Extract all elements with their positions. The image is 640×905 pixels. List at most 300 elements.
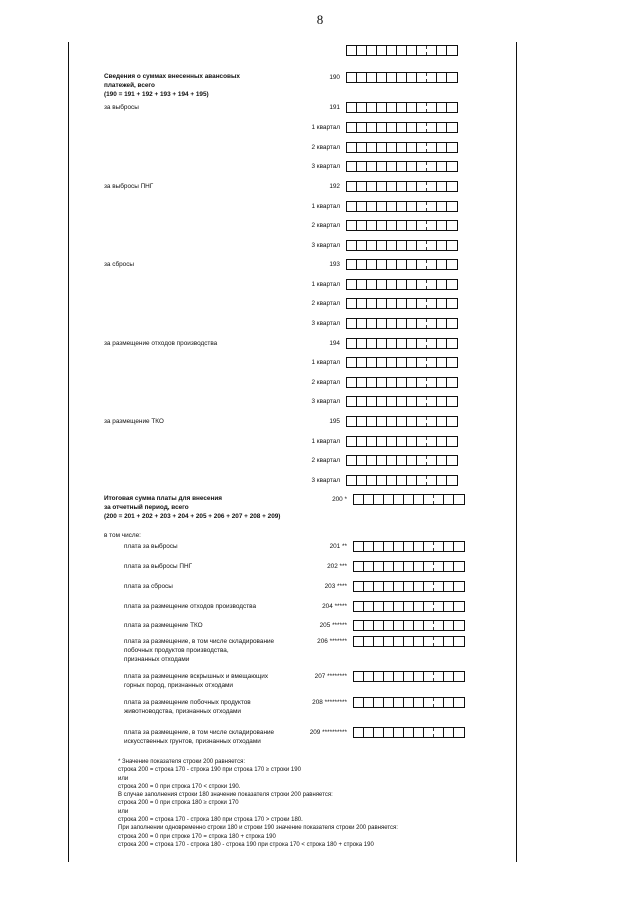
amount-input-cells[interactable]: [346, 396, 458, 407]
digit-cell[interactable]: [444, 602, 454, 611]
digit-cell[interactable]: [377, 46, 387, 55]
digit-cell[interactable]: [347, 46, 357, 55]
amount-input-cells[interactable]: [353, 697, 465, 708]
digit-cell[interactable]: [407, 437, 417, 446]
digit-cell[interactable]: [407, 299, 417, 308]
digit-cell[interactable]: [447, 73, 457, 82]
digit-cell[interactable]: [424, 672, 434, 681]
digit-cell[interactable]: [374, 562, 384, 571]
digit-cell[interactable]: [397, 123, 407, 132]
amount-input-cells[interactable]: [346, 416, 458, 427]
digit-cell[interactable]: [397, 182, 407, 191]
amount-input-cells[interactable]: [346, 377, 458, 388]
digit-cell[interactable]: [374, 672, 384, 681]
digit-cell[interactable]: [384, 582, 394, 591]
amount-input-cells[interactable]: [353, 727, 465, 738]
digit-cell[interactable]: [437, 417, 447, 426]
digit-cell[interactable]: [414, 495, 424, 504]
digit-cell[interactable]: [424, 602, 434, 611]
digit-cell[interactable]: [384, 542, 394, 551]
digit-cell[interactable]: [397, 103, 407, 112]
amount-input-cells[interactable]: [346, 161, 458, 172]
digit-cell[interactable]: [364, 602, 374, 611]
digit-cell[interactable]: [357, 456, 367, 465]
digit-cell[interactable]: [424, 637, 434, 646]
digit-cell[interactable]: [454, 602, 464, 611]
digit-cell[interactable]: [444, 728, 454, 737]
digit-cell[interactable]: [424, 728, 434, 737]
digit-cell[interactable]: [427, 339, 437, 348]
digit-cell[interactable]: [357, 339, 367, 348]
digit-cell[interactable]: [357, 260, 367, 269]
digit-cell[interactable]: [434, 582, 444, 591]
amount-input-cells[interactable]: [353, 671, 465, 682]
amount-input-cells[interactable]: [346, 338, 458, 349]
digit-cell[interactable]: [417, 378, 427, 387]
digit-cell[interactable]: [447, 397, 457, 406]
digit-cell[interactable]: [367, 378, 377, 387]
digit-cell[interactable]: [437, 299, 447, 308]
digit-cell[interactable]: [407, 456, 417, 465]
digit-cell[interactable]: [437, 437, 447, 446]
digit-cell[interactable]: [447, 299, 457, 308]
amount-input-cells[interactable]: [346, 122, 458, 133]
digit-cell[interactable]: [427, 221, 437, 230]
amount-input-cells[interactable]: [346, 455, 458, 466]
digit-cell[interactable]: [397, 358, 407, 367]
digit-cell[interactable]: [347, 437, 357, 446]
digit-cell[interactable]: [417, 260, 427, 269]
digit-cell[interactable]: [427, 143, 437, 152]
digit-cell[interactable]: [397, 476, 407, 485]
digit-cell[interactable]: [454, 495, 464, 504]
digit-cell[interactable]: [397, 221, 407, 230]
digit-cell[interactable]: [384, 621, 394, 630]
digit-cell[interactable]: [377, 123, 387, 132]
digit-cell[interactable]: [367, 437, 377, 446]
digit-cell[interactable]: [394, 495, 404, 504]
digit-cell[interactable]: [407, 123, 417, 132]
digit-cell[interactable]: [424, 495, 434, 504]
digit-cell[interactable]: [417, 46, 427, 55]
digit-cell[interactable]: [354, 495, 364, 504]
digit-cell[interactable]: [417, 103, 427, 112]
digit-cell[interactable]: [354, 621, 364, 630]
digit-cell[interactable]: [354, 562, 364, 571]
digit-cell[interactable]: [414, 637, 424, 646]
digit-cell[interactable]: [357, 182, 367, 191]
digit-cell[interactable]: [397, 417, 407, 426]
digit-cell[interactable]: [447, 358, 457, 367]
digit-cell[interactable]: [444, 562, 454, 571]
digit-cell[interactable]: [447, 456, 457, 465]
digit-cell[interactable]: [407, 162, 417, 171]
digit-cell[interactable]: [347, 182, 357, 191]
amount-input-cells[interactable]: [346, 357, 458, 368]
digit-cell[interactable]: [364, 495, 374, 504]
digit-cell[interactable]: [394, 728, 404, 737]
digit-cell[interactable]: [367, 241, 377, 250]
digit-cell[interactable]: [367, 73, 377, 82]
digit-cell[interactable]: [447, 476, 457, 485]
digit-cell[interactable]: [404, 602, 414, 611]
amount-input-cells[interactable]: [346, 298, 458, 309]
digit-cell[interactable]: [437, 476, 447, 485]
digit-cell[interactable]: [397, 319, 407, 328]
digit-cell[interactable]: [394, 582, 404, 591]
digit-cell[interactable]: [447, 260, 457, 269]
digit-cell[interactable]: [404, 621, 414, 630]
digit-cell[interactable]: [384, 672, 394, 681]
digit-cell[interactable]: [414, 728, 424, 737]
digit-cell[interactable]: [377, 103, 387, 112]
amount-input-cells[interactable]: [346, 240, 458, 251]
digit-cell[interactable]: [424, 621, 434, 630]
digit-cell[interactable]: [377, 299, 387, 308]
digit-cell[interactable]: [454, 698, 464, 707]
digit-cell[interactable]: [404, 637, 414, 646]
digit-cell[interactable]: [377, 417, 387, 426]
digit-cell[interactable]: [444, 582, 454, 591]
digit-cell[interactable]: [404, 698, 414, 707]
digit-cell[interactable]: [394, 672, 404, 681]
digit-cell[interactable]: [447, 319, 457, 328]
digit-cell[interactable]: [427, 456, 437, 465]
digit-cell[interactable]: [364, 672, 374, 681]
digit-cell[interactable]: [437, 46, 447, 55]
digit-cell[interactable]: [367, 221, 377, 230]
digit-cell[interactable]: [447, 339, 457, 348]
digit-cell[interactable]: [357, 358, 367, 367]
digit-cell[interactable]: [367, 476, 377, 485]
digit-cell[interactable]: [407, 221, 417, 230]
digit-cell[interactable]: [394, 562, 404, 571]
digit-cell[interactable]: [387, 182, 397, 191]
digit-cell[interactable]: [357, 378, 367, 387]
digit-cell[interactable]: [364, 621, 374, 630]
digit-cell[interactable]: [387, 456, 397, 465]
digit-cell[interactable]: [407, 73, 417, 82]
digit-cell[interactable]: [364, 542, 374, 551]
digit-cell[interactable]: [377, 319, 387, 328]
digit-cell[interactable]: [367, 397, 377, 406]
digit-cell[interactable]: [394, 542, 404, 551]
digit-cell[interactable]: [417, 339, 427, 348]
digit-cell[interactable]: [347, 143, 357, 152]
digit-cell[interactable]: [347, 221, 357, 230]
digit-cell[interactable]: [387, 358, 397, 367]
digit-cell[interactable]: [357, 397, 367, 406]
amount-input-cells[interactable]: [346, 201, 458, 212]
digit-cell[interactable]: [437, 319, 447, 328]
digit-cell[interactable]: [364, 728, 374, 737]
digit-cell[interactable]: [367, 103, 377, 112]
digit-cell[interactable]: [397, 456, 407, 465]
digit-cell[interactable]: [347, 476, 357, 485]
digit-cell[interactable]: [404, 542, 414, 551]
digit-cell[interactable]: [427, 378, 437, 387]
digit-cell[interactable]: [437, 202, 447, 211]
digit-cell[interactable]: [394, 621, 404, 630]
digit-cell[interactable]: [434, 698, 444, 707]
digit-cell[interactable]: [437, 182, 447, 191]
digit-cell[interactable]: [357, 437, 367, 446]
digit-cell[interactable]: [417, 358, 427, 367]
digit-cell[interactable]: [417, 241, 427, 250]
digit-cell[interactable]: [404, 562, 414, 571]
digit-cell[interactable]: [417, 162, 427, 171]
digit-cell[interactable]: [407, 143, 417, 152]
digit-cell[interactable]: [384, 698, 394, 707]
digit-cell[interactable]: [404, 495, 414, 504]
digit-cell[interactable]: [394, 698, 404, 707]
digit-cell[interactable]: [434, 728, 444, 737]
amount-input-cells[interactable]: [353, 601, 465, 612]
digit-cell[interactable]: [414, 602, 424, 611]
amount-input-cells[interactable]: [346, 45, 458, 56]
digit-cell[interactable]: [427, 123, 437, 132]
digit-cell[interactable]: [354, 637, 364, 646]
digit-cell[interactable]: [394, 602, 404, 611]
digit-cell[interactable]: [437, 241, 447, 250]
digit-cell[interactable]: [407, 378, 417, 387]
digit-cell[interactable]: [397, 241, 407, 250]
digit-cell[interactable]: [377, 476, 387, 485]
digit-cell[interactable]: [377, 260, 387, 269]
digit-cell[interactable]: [427, 397, 437, 406]
digit-cell[interactable]: [437, 339, 447, 348]
amount-input-cells[interactable]: [346, 318, 458, 329]
digit-cell[interactable]: [374, 602, 384, 611]
digit-cell[interactable]: [354, 542, 364, 551]
digit-cell[interactable]: [367, 162, 377, 171]
digit-cell[interactable]: [447, 221, 457, 230]
digit-cell[interactable]: [417, 73, 427, 82]
digit-cell[interactable]: [377, 221, 387, 230]
digit-cell[interactable]: [347, 103, 357, 112]
digit-cell[interactable]: [427, 280, 437, 289]
digit-cell[interactable]: [454, 637, 464, 646]
digit-cell[interactable]: [367, 299, 377, 308]
digit-cell[interactable]: [387, 397, 397, 406]
digit-cell[interactable]: [357, 221, 367, 230]
digit-cell[interactable]: [424, 562, 434, 571]
digit-cell[interactable]: [357, 417, 367, 426]
digit-cell[interactable]: [377, 339, 387, 348]
digit-cell[interactable]: [414, 672, 424, 681]
digit-cell[interactable]: [407, 417, 417, 426]
digit-cell[interactable]: [354, 602, 364, 611]
digit-cell[interactable]: [397, 202, 407, 211]
digit-cell[interactable]: [417, 123, 427, 132]
digit-cell[interactable]: [357, 73, 367, 82]
digit-cell[interactable]: [387, 241, 397, 250]
digit-cell[interactable]: [377, 241, 387, 250]
digit-cell[interactable]: [437, 143, 447, 152]
digit-cell[interactable]: [407, 260, 417, 269]
digit-cell[interactable]: [394, 637, 404, 646]
digit-cell[interactable]: [387, 417, 397, 426]
digit-cell[interactable]: [377, 456, 387, 465]
amount-input-cells[interactable]: [346, 142, 458, 153]
digit-cell[interactable]: [347, 417, 357, 426]
digit-cell[interactable]: [374, 582, 384, 591]
digit-cell[interactable]: [427, 182, 437, 191]
digit-cell[interactable]: [387, 73, 397, 82]
digit-cell[interactable]: [387, 123, 397, 132]
digit-cell[interactable]: [387, 260, 397, 269]
digit-cell[interactable]: [357, 103, 367, 112]
digit-cell[interactable]: [437, 397, 447, 406]
digit-cell[interactable]: [427, 162, 437, 171]
digit-cell[interactable]: [437, 260, 447, 269]
digit-cell[interactable]: [434, 562, 444, 571]
digit-cell[interactable]: [407, 397, 417, 406]
digit-cell[interactable]: [437, 358, 447, 367]
digit-cell[interactable]: [407, 103, 417, 112]
digit-cell[interactable]: [444, 621, 454, 630]
digit-cell[interactable]: [397, 143, 407, 152]
digit-cell[interactable]: [374, 495, 384, 504]
digit-cell[interactable]: [434, 542, 444, 551]
amount-input-cells[interactable]: [346, 220, 458, 231]
digit-cell[interactable]: [347, 280, 357, 289]
digit-cell[interactable]: [437, 123, 447, 132]
digit-cell[interactable]: [377, 358, 387, 367]
digit-cell[interactable]: [357, 202, 367, 211]
digit-cell[interactable]: [347, 73, 357, 82]
digit-cell[interactable]: [407, 241, 417, 250]
digit-cell[interactable]: [387, 202, 397, 211]
digit-cell[interactable]: [354, 582, 364, 591]
digit-cell[interactable]: [447, 162, 457, 171]
digit-cell[interactable]: [434, 672, 444, 681]
digit-cell[interactable]: [437, 456, 447, 465]
digit-cell[interactable]: [377, 378, 387, 387]
amount-input-cells[interactable]: [353, 620, 465, 631]
digit-cell[interactable]: [357, 241, 367, 250]
digit-cell[interactable]: [454, 621, 464, 630]
amount-input-cells[interactable]: [346, 279, 458, 290]
digit-cell[interactable]: [414, 542, 424, 551]
digit-cell[interactable]: [377, 162, 387, 171]
digit-cell[interactable]: [454, 562, 464, 571]
digit-cell[interactable]: [397, 73, 407, 82]
digit-cell[interactable]: [347, 456, 357, 465]
digit-cell[interactable]: [407, 182, 417, 191]
digit-cell[interactable]: [387, 221, 397, 230]
digit-cell[interactable]: [377, 437, 387, 446]
digit-cell[interactable]: [347, 358, 357, 367]
digit-cell[interactable]: [447, 202, 457, 211]
amount-input-cells[interactable]: [346, 102, 458, 113]
digit-cell[interactable]: [347, 162, 357, 171]
digit-cell[interactable]: [397, 339, 407, 348]
digit-cell[interactable]: [357, 476, 367, 485]
amount-input-cells[interactable]: [353, 581, 465, 592]
digit-cell[interactable]: [387, 339, 397, 348]
amount-input-cells[interactable]: [346, 72, 458, 83]
amount-input-cells[interactable]: [353, 636, 465, 647]
amount-input-cells[interactable]: [353, 494, 465, 505]
digit-cell[interactable]: [417, 182, 427, 191]
digit-cell[interactable]: [447, 417, 457, 426]
digit-cell[interactable]: [354, 728, 364, 737]
digit-cell[interactable]: [434, 495, 444, 504]
digit-cell[interactable]: [387, 299, 397, 308]
digit-cell[interactable]: [397, 299, 407, 308]
digit-cell[interactable]: [427, 476, 437, 485]
digit-cell[interactable]: [387, 280, 397, 289]
digit-cell[interactable]: [434, 621, 444, 630]
digit-cell[interactable]: [437, 280, 447, 289]
digit-cell[interactable]: [427, 299, 437, 308]
digit-cell[interactable]: [357, 162, 367, 171]
digit-cell[interactable]: [397, 162, 407, 171]
digit-cell[interactable]: [444, 672, 454, 681]
digit-cell[interactable]: [367, 417, 377, 426]
digit-cell[interactable]: [347, 339, 357, 348]
digit-cell[interactable]: [407, 339, 417, 348]
digit-cell[interactable]: [387, 103, 397, 112]
digit-cell[interactable]: [367, 182, 377, 191]
digit-cell[interactable]: [367, 280, 377, 289]
digit-cell[interactable]: [374, 637, 384, 646]
digit-cell[interactable]: [437, 378, 447, 387]
digit-cell[interactable]: [407, 280, 417, 289]
amount-input-cells[interactable]: [346, 436, 458, 447]
digit-cell[interactable]: [347, 241, 357, 250]
digit-cell[interactable]: [447, 103, 457, 112]
digit-cell[interactable]: [427, 417, 437, 426]
digit-cell[interactable]: [427, 260, 437, 269]
digit-cell[interactable]: [347, 299, 357, 308]
digit-cell[interactable]: [407, 202, 417, 211]
digit-cell[interactable]: [374, 698, 384, 707]
digit-cell[interactable]: [364, 562, 374, 571]
digit-cell[interactable]: [417, 417, 427, 426]
digit-cell[interactable]: [367, 358, 377, 367]
digit-cell[interactable]: [384, 637, 394, 646]
digit-cell[interactable]: [367, 319, 377, 328]
digit-cell[interactable]: [347, 202, 357, 211]
digit-cell[interactable]: [377, 182, 387, 191]
digit-cell[interactable]: [347, 397, 357, 406]
digit-cell[interactable]: [427, 437, 437, 446]
digit-cell[interactable]: [447, 378, 457, 387]
amount-input-cells[interactable]: [346, 475, 458, 486]
digit-cell[interactable]: [387, 143, 397, 152]
digit-cell[interactable]: [367, 46, 377, 55]
digit-cell[interactable]: [384, 728, 394, 737]
digit-cell[interactable]: [374, 621, 384, 630]
digit-cell[interactable]: [364, 698, 374, 707]
digit-cell[interactable]: [387, 476, 397, 485]
digit-cell[interactable]: [417, 319, 427, 328]
digit-cell[interactable]: [367, 260, 377, 269]
digit-cell[interactable]: [444, 637, 454, 646]
digit-cell[interactable]: [417, 221, 427, 230]
digit-cell[interactable]: [424, 582, 434, 591]
digit-cell[interactable]: [367, 202, 377, 211]
digit-cell[interactable]: [444, 698, 454, 707]
amount-input-cells[interactable]: [353, 541, 465, 552]
digit-cell[interactable]: [384, 562, 394, 571]
digit-cell[interactable]: [407, 476, 417, 485]
digit-cell[interactable]: [437, 103, 447, 112]
digit-cell[interactable]: [387, 162, 397, 171]
digit-cell[interactable]: [384, 495, 394, 504]
